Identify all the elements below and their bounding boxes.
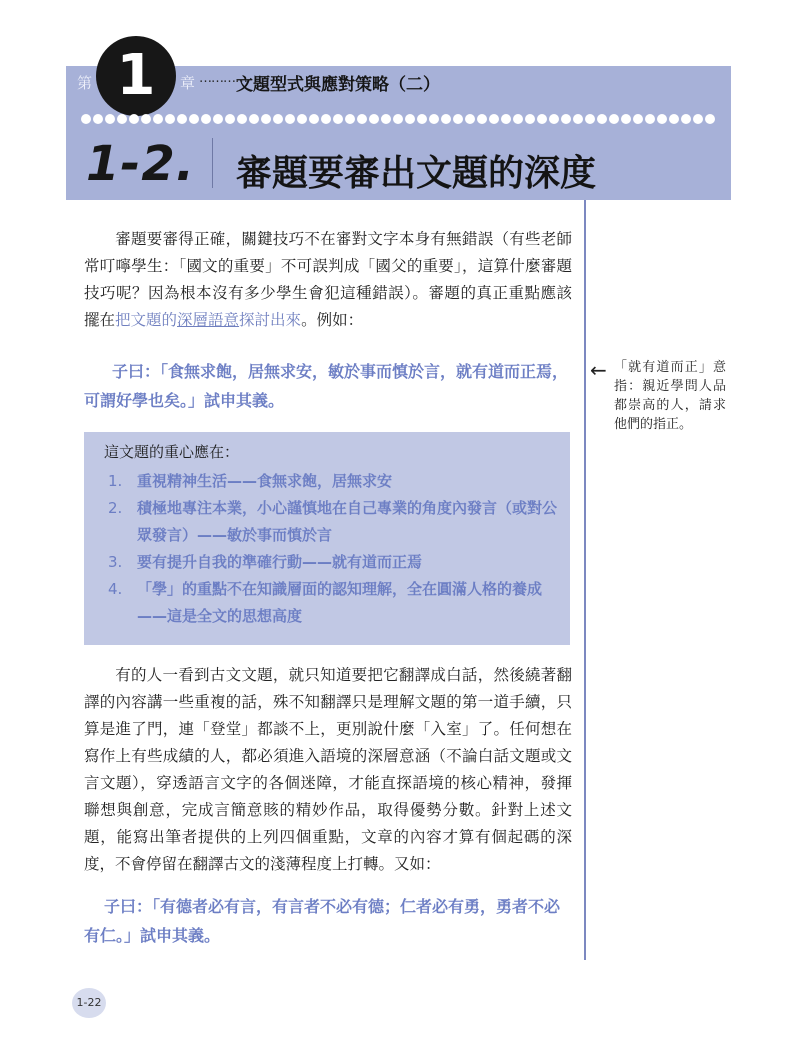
decorative-dot [585, 114, 595, 124]
quote-2-text: 子曰：「有德者必有言，有言者不必有德；仁者必有勇，勇者不必有仁。」試申其義。 [84, 897, 561, 945]
decorative-dot [417, 114, 427, 124]
intro-paragraph [84, 226, 572, 334]
decorative-dot [669, 114, 679, 124]
chapter-leader-dots: ………… [199, 71, 247, 86]
decorative-dot [129, 114, 139, 124]
decorative-dot [285, 114, 295, 124]
margin-rule [584, 200, 586, 960]
decorative-dot [429, 114, 439, 124]
decorative-dot [645, 114, 655, 124]
intro-highlight-underlined: 深層語意 [177, 311, 240, 329]
decorative-dot [117, 114, 127, 124]
decorative-dot [441, 114, 451, 124]
decorative-dot [549, 114, 559, 124]
decorative-dot [501, 114, 511, 124]
list-item-text: 重視精神生活——食無求飽，居無求安 [137, 472, 393, 490]
arrow-left-icon: ← [590, 358, 607, 382]
intro-highlight-2: 探討出來 [239, 311, 302, 329]
focus-list [108, 468, 558, 630]
list-item [108, 576, 558, 630]
list-item [108, 495, 558, 549]
list-item-number: 1. [108, 472, 123, 490]
list-item [108, 549, 558, 576]
decorative-dot [477, 114, 487, 124]
decorative-dot [657, 114, 667, 124]
decorative-dot [105, 114, 115, 124]
decorative-dot [465, 114, 475, 124]
side-note: 「就有道而正」意指：親近學問人品都崇高的人，請求他們的指正。 [614, 360, 726, 432]
list-item-text: 「學」的重點不在知識層面的認知理解，全在圓滿人格的養成——這是全文的思想高度 [137, 580, 543, 625]
decorative-dot [405, 114, 415, 124]
decorative-dot [309, 114, 319, 124]
decorative-dot [225, 114, 235, 124]
decorative-dot [153, 114, 163, 124]
decorative-dot [609, 114, 619, 124]
decorative-dot [369, 114, 379, 124]
decorative-dot [393, 114, 403, 124]
decorative-dot [561, 114, 571, 124]
focus-box-title: 這文題的重心應在： [104, 443, 240, 461]
decorative-dot [573, 114, 583, 124]
decorative-dot [237, 114, 247, 124]
decorative-dot [537, 114, 547, 124]
list-item-text: 積極地專注本業，小心謹慎地在自己專業的角度內發言（或對公眾發言）——敏於事而慎於言 [137, 499, 558, 544]
section-title: 審題要審出文題的深度 [236, 153, 597, 194]
decorative-dot [249, 114, 259, 124]
decorative-dot [381, 114, 391, 124]
decorative-dot [345, 114, 355, 124]
paragraph-2-text: 有的人一看到古文文題，就只知道要把它翻譯成白話，然後繞著翻譯的內容講一些重複的話，殊不知翻譯只是理解文題的第一道手續，只算是進了門，連「登堂」都談不上，更別說什麼「入室」了。任何想在寫作上有些成績的人，都必須進入語境的深層意涵（不論白話文題或文言文題），穿透語言文字的各個迷障，才能直探語境的核心精神，發揮聯想與創意，完成言簡意賅的精妙作品，取得優勢分數。針對上述文題，能寫出筆者提供的上列四個重點，文章的內容才算有個起碼的深度，不會停留在翻譯古文的淺薄程度上打轉。又如： [84, 666, 572, 873]
list-item-number: 3. [108, 553, 123, 571]
decorative-dot [141, 114, 151, 124]
decorative-dot [177, 114, 187, 124]
decorative-dot [357, 114, 367, 124]
decorative-dot [261, 114, 271, 124]
decorative-dot [705, 114, 715, 124]
decorative-dot [621, 114, 631, 124]
decorative-dot [273, 114, 283, 124]
list-item-number: 2. [108, 499, 123, 517]
list-item-text: 要有提升自我的準確行動——就有道而正焉 [137, 553, 423, 571]
chapter-number-badge: 1 [96, 36, 176, 116]
list-item-number: 4. [108, 580, 123, 598]
decorative-dot [165, 114, 175, 124]
decorative-dot [525, 114, 535, 124]
decorative-dot [489, 114, 499, 124]
quote-1 [84, 357, 574, 415]
chapter-suffix: 章 [180, 74, 196, 92]
decorative-dot [201, 114, 211, 124]
quote-2 [84, 892, 574, 950]
quote-1-text: 子曰：「食無求飽，居無求安，敏於事而慎於言，就有道而正焉，可謂好學也矣。」試申其義。 [84, 362, 569, 410]
chapter-prefix: 第 [77, 74, 93, 92]
page-number: 1-22 [72, 988, 106, 1018]
decorative-dot [81, 114, 91, 124]
decorative-dot [333, 114, 343, 124]
decorative-dot [297, 114, 307, 124]
section-number: 1-2. [86, 136, 195, 192]
intro-highlight-1: 把文題的 [115, 311, 178, 329]
chapter-title: 文題型式與應對策略（二） [236, 75, 440, 95]
body-paragraph-2 [84, 662, 572, 878]
decorative-dot [513, 114, 523, 124]
decorative-dot [633, 114, 643, 124]
decorative-dot [693, 114, 703, 124]
decorative-dot [93, 114, 103, 124]
decorative-dot [321, 114, 331, 124]
decorative-dot [213, 114, 223, 124]
decorative-dot [597, 114, 607, 124]
intro-text-a: 審題要審得正確，關鍵技巧不在審對文字本身有無錯誤（有些老師常叮嚀學生：「國文的重要」不可誤判成「國父的重要」，這算什麼審題技巧呢？因為根本沒有多少學生會犯這種錯誤）。審題的真正重點應該擺在 [84, 230, 572, 329]
decorative-dot-row [80, 112, 720, 126]
section-divider [212, 138, 213, 188]
intro-text-b: 。例如： [301, 311, 364, 329]
list-item [108, 468, 558, 495]
decorative-dot [681, 114, 691, 124]
decorative-dot [453, 114, 463, 124]
decorative-dot [189, 114, 199, 124]
